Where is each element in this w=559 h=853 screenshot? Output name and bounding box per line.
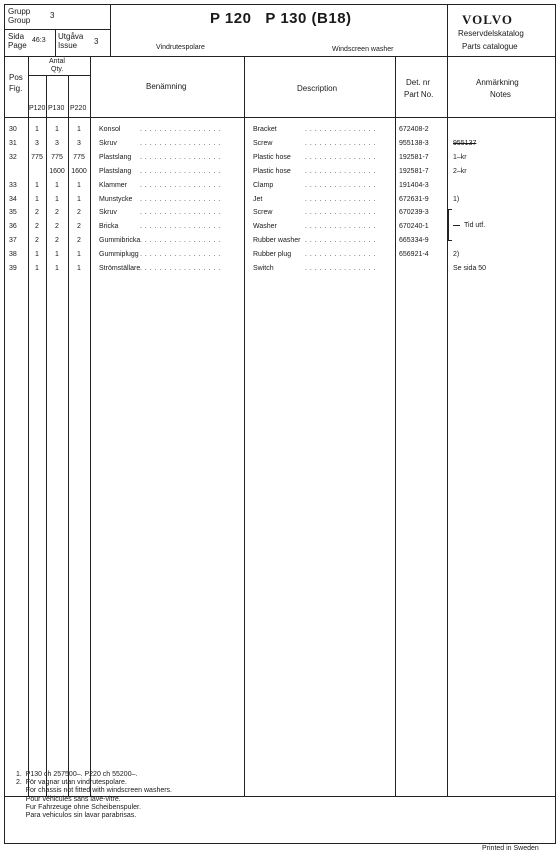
group-value: 3	[50, 11, 55, 20]
row-qty-p120: 775	[31, 153, 43, 161]
row-qty-p130: 1	[55, 195, 59, 203]
row-part-no: 191404-3	[399, 181, 429, 189]
col-fig: Fig.	[9, 84, 23, 93]
row-qty-p220: 1	[77, 265, 81, 272]
printed-note: Printed in Sweden	[482, 845, 539, 852]
row-description: Clamp	[253, 181, 274, 189]
row-name-sv: Skruv	[99, 139, 117, 147]
row-part-no: 665334-9	[399, 237, 429, 245]
row-description: Plastic hose	[253, 153, 291, 161]
row-name-sv: Konsol	[99, 126, 121, 133]
header-split	[4, 29, 111, 30]
row-name-sv: Klammer	[99, 181, 128, 189]
note-bracket	[448, 209, 449, 241]
leader-dots: . . . . . . . . . . . . . . . . .	[140, 251, 221, 259]
row-description: Rubber washer	[253, 237, 301, 245]
leader-dots: . . . . . . . . . . . . . . .	[305, 251, 376, 259]
row-name-sv: Munstycke	[99, 195, 133, 203]
row-name-sv: Gummiplugg	[99, 251, 139, 259]
page-label: Sida Page	[8, 32, 27, 50]
row-name-sv: Skruv	[99, 209, 117, 217]
row-name-sv: Plastslang	[99, 167, 132, 175]
row-description: Bracket	[253, 126, 277, 133]
col-name-sv: Benämning	[146, 82, 187, 91]
column-header-bottom	[4, 117, 556, 118]
leader-dots: . . . . . . . . . . . . . . . . .	[140, 153, 221, 161]
leader-dots: . . . . . . . . . . . . . . .	[305, 126, 376, 133]
row-qty-p130: 1	[55, 126, 59, 133]
leader-dots: . . . . . . . . . . . . . . .	[305, 265, 376, 272]
table-row	[0, 250, 559, 263]
page-value: 46:3	[32, 37, 46, 44]
col-notes-en: Notes	[490, 90, 511, 99]
col-p120: P120	[29, 105, 46, 112]
row-pos: 33	[9, 181, 17, 189]
col-qty-en: Qty.	[51, 66, 64, 73]
col-qty-sv: Antal	[49, 58, 65, 65]
row-description: Switch	[253, 265, 274, 272]
row-name-sv: Bricka	[99, 223, 119, 231]
row-qty-p220: 1	[77, 126, 81, 133]
row-note: Se sida 50	[453, 265, 487, 272]
model-title: P 120 P 130 (B18)	[210, 10, 352, 27]
leader-dots: . . . . . . . . . . . . . . .	[305, 139, 376, 147]
leader-dots: . . . . . . . . . . . . . . .	[305, 223, 376, 231]
row-pos: 39	[9, 265, 17, 272]
row-part-no: 192581-7	[399, 153, 429, 161]
issue-value: 3	[94, 37, 99, 46]
footnote-line: For chassis not fitted with windscreen washers.	[16, 787, 173, 795]
col-p220: P220	[70, 105, 87, 112]
row-name-sv: Plastslang	[99, 153, 132, 161]
row-pos: 37	[9, 237, 17, 245]
header-split-v	[55, 29, 56, 56]
leader-dots: . . . . . . . . . . . . . . .	[305, 153, 376, 161]
row-qty-p220: 1	[77, 181, 81, 189]
footnote-line: Pour véhicules sans lave-vitre.	[16, 795, 121, 803]
table-row	[0, 153, 559, 166]
col-notes-sv: Anmärkning	[476, 78, 519, 87]
frame-bottom	[4, 843, 556, 844]
row-qty-p120: 1	[35, 265, 39, 272]
note-bracket-tick	[453, 225, 460, 226]
leader-dots: . . . . . . . . . . . . . . . . .	[140, 181, 221, 189]
row-qty-p130: 2	[55, 223, 59, 231]
table-row	[0, 167, 559, 180]
row-qty-p220: 2	[77, 237, 81, 245]
issue-label: Utgåva Issue	[58, 32, 84, 50]
row-description: Screw	[253, 209, 273, 217]
row-qty-p130: 1	[55, 181, 59, 189]
leader-dots: . . . . . . . . . . . . . . .	[305, 237, 376, 245]
row-pos: 31	[9, 139, 17, 147]
row-qty-p120: 2	[35, 223, 39, 231]
table-row	[0, 139, 559, 152]
row-pos: 38	[9, 251, 17, 259]
row-qty-p130: 1	[55, 251, 59, 259]
row-description: Washer	[253, 223, 277, 231]
leader-dots: . . . . . . . . . . . . . . . . .	[140, 209, 221, 217]
table-row	[0, 236, 559, 249]
footnote-line: 1. P130 ch 257500–. P220 ch 55200–.	[16, 771, 138, 778]
row-part-no: 670239-3	[399, 209, 429, 217]
table-row	[0, 181, 559, 194]
leader-dots: . . . . . . . . . . . . . . .	[305, 195, 376, 203]
row-qty-p130: 1	[55, 265, 59, 272]
row-qty-p130: 775	[51, 153, 63, 161]
row-description: Plastic hose	[253, 167, 291, 175]
table-row	[0, 264, 559, 277]
table-row	[0, 222, 559, 235]
row-qty-p120: 1	[35, 195, 39, 203]
row-part-no: 672408-2	[399, 126, 429, 133]
row-note: 2)	[453, 251, 460, 259]
header-divider-right	[447, 4, 448, 56]
leader-dots: . . . . . . . . . . . . . . . . .	[140, 237, 221, 245]
row-part-no: 192581-7	[399, 167, 429, 175]
row-qty-p220: 775	[73, 153, 85, 161]
note-bracket-top	[448, 209, 452, 210]
subtitle-en: Windscreen washer	[332, 46, 394, 53]
table-row	[0, 208, 559, 221]
frame-top	[4, 4, 556, 5]
group-label: Grupp Group	[8, 7, 31, 25]
leader-dots: . . . . . . . . . . . . . . .	[305, 181, 376, 189]
footnote-line: Fur Fahrzeuge ohne Scheibenspuler.	[16, 803, 141, 811]
leader-dots: . . . . . . . . . . . . . . . . .	[140, 126, 221, 133]
row-qty-p120: 1	[35, 181, 39, 189]
col-pos: Pos	[9, 73, 23, 82]
col-part-sv: Det. nr	[406, 78, 431, 87]
row-note: 1–kr	[453, 153, 467, 161]
row-description: Screw	[253, 139, 273, 147]
header-divider-left	[110, 4, 111, 56]
row-part-no: 670240-1	[399, 223, 429, 231]
row-qty-p220: 3	[77, 139, 81, 147]
row-pos: 30	[9, 126, 17, 133]
row-pos: 35	[9, 209, 17, 217]
subtitle-sv: Vindrutespolare	[156, 44, 205, 51]
row-qty-p220: 1600	[71, 167, 87, 175]
row-description: Rubber plug	[253, 251, 292, 259]
row-pos: 36	[9, 223, 17, 231]
row-qty-p220: 1	[77, 251, 81, 259]
row-qty-p220: 1	[77, 195, 81, 203]
brand-logo: VOLVO	[462, 12, 513, 27]
leader-dots: . . . . . . . . . . . . . . . . .	[140, 223, 221, 231]
row-pos: 32	[9, 153, 17, 161]
row-part-no: 672631-9	[399, 195, 429, 203]
row-qty-p130: 3	[55, 139, 59, 147]
table-row	[0, 125, 559, 138]
table-row	[0, 195, 559, 208]
row-name-sv: Strömställare	[99, 265, 141, 272]
leader-dots: . . . . . . . . . . . . . . .	[305, 167, 376, 175]
catalog-en: Parts catalogue	[462, 42, 518, 51]
header-bottom-line	[4, 56, 556, 57]
row-qty-p120: 2	[35, 209, 39, 217]
note-bracket-bottom	[448, 240, 452, 241]
row-qty-p130: 1600	[49, 167, 65, 175]
col-description: Description	[297, 84, 338, 93]
row-note: 955137	[453, 139, 477, 147]
row-name-sv: Gummibricka	[99, 237, 141, 245]
leader-dots: . . . . . . . . . . . . . . . . .	[140, 265, 221, 272]
leader-dots: . . . . . . . . . . . . . . .	[305, 209, 376, 217]
leader-dots: . . . . . . . . . . . . . . . . .	[140, 139, 221, 147]
row-qty-p130: 2	[55, 209, 59, 217]
row-description: Jet	[253, 195, 263, 203]
row-qty-p220: 2	[77, 209, 81, 217]
row-note: 1)	[453, 195, 460, 203]
qty-header-split	[28, 75, 90, 76]
row-note: Tid utf.	[464, 222, 486, 230]
row-qty-p120: 1	[35, 126, 39, 133]
row-pos: 34	[9, 195, 17, 203]
row-part-no: 955138-3	[399, 139, 429, 147]
footnote-line: Para vehiculos sin lavar parabrisas.	[16, 812, 137, 819]
row-qty-p120: 2	[35, 237, 39, 245]
catalog-sv: Reservdelskatalog	[458, 29, 524, 38]
row-note: 2–kr	[453, 167, 467, 175]
row-part-no: 656921-4	[399, 251, 429, 259]
row-qty-p120: 3	[35, 139, 39, 147]
col-part-en: Part No.	[404, 90, 434, 99]
col-p130: P130	[48, 105, 65, 112]
row-qty-p220: 2	[77, 223, 81, 231]
leader-dots: . . . . . . . . . . . . . . . . .	[140, 167, 221, 175]
leader-dots: . . . . . . . . . . . . . . . . .	[140, 195, 221, 203]
row-qty-p130: 2	[55, 237, 59, 245]
row-qty-p120: 1	[35, 251, 39, 259]
footnote-line: 2. För vagnar utan vindrutespolare.	[16, 779, 127, 787]
